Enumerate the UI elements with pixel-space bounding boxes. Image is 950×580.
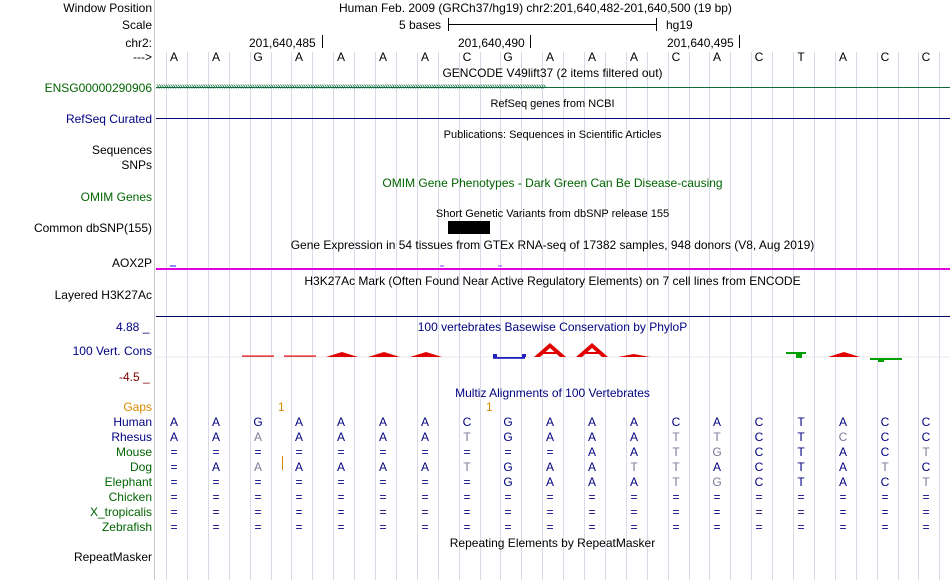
reference-base: G (503, 50, 513, 64)
alignment-base: A (294, 460, 303, 474)
alignment-base: = (170, 490, 178, 504)
alignment-base: A (336, 460, 345, 474)
species-label-human[interactable]: Human (113, 415, 152, 429)
alignment-base: = (881, 505, 889, 519)
alignment-base: = (839, 490, 847, 504)
alignment-base: C (880, 475, 890, 489)
species-label-elephant[interactable]: Elephant (104, 475, 152, 489)
reference-base: C (671, 50, 681, 64)
alignment-base: T (797, 445, 805, 459)
alignment-base: = (295, 505, 303, 519)
alignment-base: = (170, 505, 178, 519)
alignment-base: = (170, 445, 178, 459)
alignment-base: = (212, 520, 220, 534)
alignment-base: = (379, 445, 387, 459)
alignment-base: = (588, 490, 596, 504)
gencode-gene-label[interactable]: ENSG00000290906 (44, 81, 152, 95)
alignment-base: A (712, 460, 721, 474)
reference-base: A (378, 50, 387, 64)
alignment-base: = (504, 505, 512, 519)
alignment-base: G (503, 415, 513, 429)
alignment-base: A (629, 415, 638, 429)
alignment-base: C (921, 430, 931, 444)
alignment-base: = (630, 520, 638, 534)
alignment-base: C (838, 430, 848, 444)
gencode-track-title: GENCODE V49lift37 (2 items filtered out) (442, 66, 663, 80)
dbsnp-label[interactable]: Common dbSNP(155) (33, 221, 152, 235)
alignment-base: = (797, 490, 805, 504)
coordinate-tick-label: 201,640,495 (667, 36, 734, 50)
species-label-chicken[interactable]: Chicken (108, 490, 152, 504)
gtex-track-title: Gene Expression in 54 tissues from GTEx RNA-seq of 17382 samples, 948 donors (V8, Aug 2019) (290, 238, 815, 252)
alignment-base: = (379, 505, 387, 519)
phylop-max-value: 4.88 _ (116, 320, 150, 334)
alignment-base: G (503, 430, 513, 444)
alignment-base: A (253, 460, 262, 474)
alignment-base: = (881, 490, 889, 504)
alignment-base: = (713, 490, 721, 504)
reference-base: A (211, 50, 220, 64)
alignment-base: = (254, 505, 262, 519)
alignment-base: = (212, 490, 220, 504)
alignment-base: A (838, 415, 847, 429)
reference-base: C (880, 50, 890, 64)
alignment-base: A (378, 415, 387, 429)
alignment-base: G (503, 475, 513, 489)
alignment-base: A (545, 430, 554, 444)
alignment-base: A (587, 460, 596, 474)
alignment-base: A (211, 430, 220, 444)
alignment-base: = (672, 520, 680, 534)
scale-value: 5 bases (399, 18, 442, 32)
alignment-base: A (629, 430, 638, 444)
alignment-base: = (463, 475, 471, 489)
alignment-base: = (212, 475, 220, 489)
alignment-base: = (797, 505, 805, 519)
window-position-value: Human Feb. 2009 (GRCh37/hg19) chr2:201,640,482-201,640,500 (19 bp) (339, 1, 732, 15)
alignment-base: = (170, 520, 178, 534)
alignment-base: T (797, 460, 805, 474)
alignment-base: = (672, 505, 680, 519)
repeatmasker-label[interactable]: RepeatMasker (73, 550, 152, 564)
alignment-base: T (672, 430, 680, 444)
alignment-base: A (545, 475, 554, 489)
alignment-base: A (294, 430, 303, 444)
alignment-base: = (839, 520, 847, 534)
species-label-dog[interactable]: Dog (129, 460, 152, 474)
alignment-base: A (420, 460, 429, 474)
alignment-base: C (754, 475, 764, 489)
alignment-base: C (754, 415, 764, 429)
alignment-base: = (421, 520, 429, 534)
coordinate-tick (530, 35, 531, 48)
alignment-base: = (922, 520, 930, 534)
alignment-base: C (880, 445, 890, 459)
alignment-base: = (254, 445, 262, 459)
alignment-base: = (755, 505, 763, 519)
species-label-x_tropicalis[interactable]: X_tropicalis (89, 505, 152, 519)
alignment-base: T (922, 475, 930, 489)
gencode-strand-chevrons: ››››››››››››››››››››››››››››››››››››››››››››››››››››››››››››››››››››››››››››››››››››››››››››››››››››››››››››››››››››››››››››››››››››››››››››››››››››››››››››››››››››››› (156, 81, 546, 92)
alignment-base: = (212, 505, 220, 519)
alignment-base: A (211, 415, 220, 429)
multiz-track-title: Multiz Alignments of 100 Vertebrates (455, 386, 650, 400)
scale-bar-right-tick (656, 18, 657, 31)
alignment-base: A (587, 430, 596, 444)
alignment-base: T (922, 445, 930, 459)
reference-base: A (294, 50, 303, 64)
reference-base: A (629, 50, 638, 64)
alignment-base: = (379, 475, 387, 489)
coordinate-tick-label: 201,640,490 (458, 36, 525, 50)
alignment-base: C (754, 430, 764, 444)
reference-base: A (838, 50, 847, 64)
alignment-base: = (379, 490, 387, 504)
repeatmasker-track-title: Repeating Elements by RepeatMasker (449, 536, 656, 550)
gtex-tick (498, 265, 502, 267)
species-label-mouse[interactable]: Mouse (115, 445, 152, 459)
alignment-base: = (421, 505, 429, 519)
reference-base: G (253, 50, 263, 64)
alignment-base: A (545, 460, 554, 474)
alignment-base: C (921, 460, 931, 474)
omim-genes-label[interactable]: OMIM Genes (80, 190, 152, 204)
window-position-label[interactable]: Window Position (63, 1, 152, 15)
omim-track-title: OMIM Gene Phenotypes - Dark Green Can Be Disease-causing (382, 176, 723, 190)
strand-arrow-label[interactable]: ---> (133, 50, 152, 64)
scale-bar-left-tick (448, 18, 449, 31)
alignment-base: = (337, 490, 345, 504)
alignment-base: = (463, 445, 471, 459)
alignment-base: T (463, 460, 471, 474)
alignment-base: = (504, 445, 512, 459)
reference-base: A (169, 50, 178, 64)
alignment-base: C (754, 445, 764, 459)
alignment-base: = (463, 490, 471, 504)
alignment-base: T (672, 445, 680, 459)
alignment-base: = (630, 490, 638, 504)
coordinate-tick (322, 35, 323, 48)
species-label-zebrafish[interactable]: Zebrafish (101, 520, 152, 534)
chromosome-label[interactable]: chr2: (125, 36, 152, 50)
alignment-base: = (504, 490, 512, 504)
alignment-base: = (504, 520, 512, 534)
gtex-tick (440, 265, 444, 267)
alignment-base: = (421, 445, 429, 459)
alignment-base: T (463, 430, 471, 444)
alignment-base: A (378, 460, 387, 474)
alignment-base: A (838, 445, 847, 459)
dog-insertion-marker (282, 456, 283, 470)
alignment-base: = (797, 520, 805, 534)
dbsnp-variant-block[interactable] (448, 221, 490, 234)
gap-count: 1 (278, 400, 285, 414)
alignment-base: = (588, 520, 596, 534)
reference-base: A (336, 50, 345, 64)
alignment-base: A (253, 430, 262, 444)
alignment-base: = (630, 505, 638, 519)
reference-base: A (545, 50, 554, 64)
gtex-expression-bar[interactable] (156, 268, 950, 270)
refseq-track-title: RefSeq genes from NCBI (490, 98, 615, 110)
reference-base: A (587, 50, 596, 64)
refseq-gene-line[interactable] (156, 118, 950, 119)
alignment-base: = (170, 475, 178, 489)
label-column-divider (154, 0, 155, 580)
scale-assembly: hg19 (666, 18, 693, 32)
alignment-base: T (797, 430, 805, 444)
reference-base: C (921, 50, 931, 64)
gaps-label[interactable]: Gaps (123, 400, 152, 414)
alignment-base: = (546, 445, 554, 459)
alignment-base: A (838, 475, 847, 489)
alignment-base: = (713, 520, 721, 534)
phylop-min-value: -4.5 _ (119, 370, 150, 384)
alignment-base: T (881, 460, 889, 474)
alignment-base: = (212, 445, 220, 459)
alignment-base: A (169, 430, 178, 444)
alignment-base: = (421, 490, 429, 504)
alignment-base: A (545, 415, 554, 429)
h3k27ac-label[interactable]: Layered H3K27Ac (54, 288, 152, 302)
alignment-base: = (546, 520, 554, 534)
alignment-base: T (797, 475, 805, 489)
alignment-base: = (881, 520, 889, 534)
publications-sequences-label[interactable]: Sequences (91, 143, 152, 157)
alignment-base: A (712, 415, 721, 429)
alignment-base: C (880, 415, 890, 429)
alignment-base: = (839, 505, 847, 519)
phylop-label[interactable]: 100 Vert. Cons (72, 344, 152, 358)
reference-base: A (420, 50, 429, 64)
alignment-base: A (587, 445, 596, 459)
alignment-base: A (629, 475, 638, 489)
alignment-base: = (713, 505, 721, 519)
alignment-base: A (629, 445, 638, 459)
alignment-base: G (503, 460, 513, 474)
alignment-base: A (336, 415, 345, 429)
alignment-base: C (921, 415, 931, 429)
alignment-base: T (713, 430, 721, 444)
gtex-tick (170, 265, 176, 267)
alignment-base: = (337, 475, 345, 489)
alignment-base: A (294, 415, 303, 429)
alignment-base: = (170, 460, 178, 474)
h3k27ac-baseline (156, 316, 950, 317)
alignment-base: A (169, 415, 178, 429)
alignment-base: T (672, 475, 680, 489)
publications-track-title: Publications: Sequences in Scientific Articles (443, 129, 662, 141)
alignment-base: = (295, 475, 303, 489)
alignment-base: = (922, 505, 930, 519)
alignment-base: A (378, 430, 387, 444)
scale-bar (448, 24, 656, 25)
alignment-base: = (337, 445, 345, 459)
alignment-base: C (880, 430, 890, 444)
coordinate-tick-label: 201,640,485 (249, 36, 316, 50)
reference-base: T (797, 50, 805, 64)
alignment-base: = (672, 490, 680, 504)
alignment-base: C (754, 460, 764, 474)
gtex-gene-label[interactable]: AOX2P (111, 256, 152, 270)
publications-snps-label[interactable]: SNPs (121, 158, 152, 172)
alignment-base: C (462, 415, 472, 429)
reference-base: A (712, 50, 721, 64)
h3k27ac-track-title: H3K27Ac Mark (Often Found Near Active Regulatory Elements) on 7 cell lines from ENCODE (304, 274, 801, 288)
alignment-base: = (922, 490, 930, 504)
alignment-base: = (463, 505, 471, 519)
reference-base: C (462, 50, 472, 64)
species-label-rhesus[interactable]: Rhesus (111, 430, 152, 444)
alignment-base: A (587, 475, 596, 489)
refseq-curated-label[interactable]: RefSeq Curated (65, 112, 152, 126)
scale-label[interactable]: Scale (121, 18, 152, 32)
alignment-base: A (838, 460, 847, 474)
alignment-base: T (797, 415, 805, 429)
alignment-base: = (546, 505, 554, 519)
alignment-base: = (295, 520, 303, 534)
alignment-base: = (254, 490, 262, 504)
alignment-base: G (712, 475, 722, 489)
alignment-base: = (755, 490, 763, 504)
alignment-base: T (672, 460, 680, 474)
coordinate-tick (739, 35, 740, 48)
alignment-base: = (337, 520, 345, 534)
alignment-base: = (254, 520, 262, 534)
alignment-base: = (463, 520, 471, 534)
alignment-base: A (420, 430, 429, 444)
alignment-base: = (295, 490, 303, 504)
reference-base: C (754, 50, 764, 64)
alignment-base: = (588, 505, 596, 519)
phylop-conservation-plot (156, 330, 950, 380)
gap-count: 1 (486, 400, 493, 414)
alignment-base: = (295, 445, 303, 459)
alignment-base: = (337, 505, 345, 519)
alignment-base: C (671, 415, 681, 429)
alignment-base: T (630, 460, 638, 474)
alignment-base: = (421, 475, 429, 489)
alignment-base: A (336, 430, 345, 444)
dbsnp-track-title: Short Genetic Variants from dbSNP release 155 (435, 208, 670, 220)
alignment-base: = (254, 475, 262, 489)
alignment-base: G (712, 445, 722, 459)
alignment-base: A (420, 415, 429, 429)
alignment-base: = (755, 520, 763, 534)
alignment-base: = (379, 520, 387, 534)
alignment-base: A (587, 415, 596, 429)
alignment-base: A (211, 460, 220, 474)
alignment-base: G (253, 415, 263, 429)
phylop-track-title: 100 vertebrates Basewise Conservation by PhyloP (417, 320, 688, 334)
alignment-base: = (546, 490, 554, 504)
